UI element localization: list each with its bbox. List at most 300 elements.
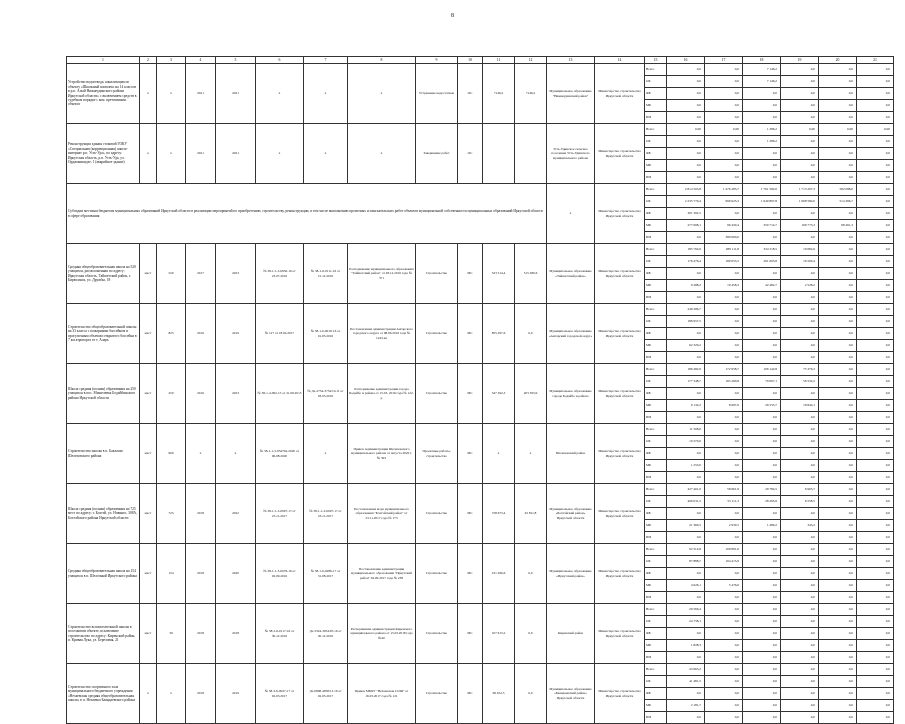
start-year-cell: 2017 [186,244,216,304]
source-label: ОБ [645,676,667,688]
source-label: ИИ [645,712,667,724]
column-number: 21 [857,57,894,64]
amount-cell: 0,0 [781,460,819,472]
amount-cell: 0,0 [705,292,743,304]
amount-cell: 0,0 [857,400,894,412]
source-label: ОБ [645,496,667,508]
municipality-cell: Муниципальное образование «Ангарский городской округ» [547,304,595,364]
source-label: Всего [645,544,667,556]
amount-cell: 0,0 [857,448,894,460]
column-number: 13 [547,57,595,64]
approval-cell: № 38-1-6-0019-16 от 01.03.2016 [304,304,348,364]
amount-cell: 0,0 [857,664,894,676]
amount-cell: 0,0 [743,268,781,280]
amount-cell: 172 958,7 [705,364,743,376]
expertise-cell: № 38-1-1-3-0650-16 от 23.07.2016 [256,244,304,304]
amount-cell: 0,0 [819,448,857,460]
responsible-cell: Министерство строительства Иркутской области [595,544,645,604]
amount-cell: 0,0 [857,592,894,604]
cost-cell: 231 266,6 [483,544,515,604]
approval-cell: № 38-1-6-0111-16 от 15.12.2016 [304,244,348,304]
amount-cell: 0,0 [667,112,705,124]
work-type-cell: Строительство [416,664,458,724]
source-label: МБ [645,220,667,232]
amount-cell: 0,0 [781,148,819,160]
amount-cell: 0,0 [857,316,894,328]
amount-cell: 0,0 [857,364,894,376]
amount-cell: 0,0 [857,88,894,100]
amount-cell: 0,0 [819,340,857,352]
amount-cell: 68 491,3 [819,220,857,232]
end-year-cell: x [216,424,256,484]
start-year-cell: 2018 [186,604,216,664]
table-row [67,484,894,496]
amount-cell: 0,0 [819,292,857,304]
source-label: Всего [645,64,667,76]
amount-cell: 28 295,9 [743,496,781,508]
cost-cell: 728 673,4 [483,484,515,544]
source-label: ИИ [645,472,667,484]
amount-cell: 185 764,6 [667,244,705,256]
responsible-cell: Министерство строительства Иркутской области [595,244,645,304]
amount-cell: 0,0 [819,496,857,508]
amount-cell: 0,0 [857,484,894,496]
start-year-cell: 2021 [186,124,216,184]
source-label: ФБ [645,88,667,100]
amount-cell: 0,0 [781,232,819,244]
amount-cell: 0,0 [705,100,743,112]
amount-cell: 0,0 [743,208,781,220]
start-year-cell: 2018 [186,664,216,724]
amount-cell: 0,0 [743,112,781,124]
amount-cell: 0,0 [819,592,857,604]
amount-cell: 0,0 [705,568,743,580]
start-year-cell: 2018 [186,484,216,544]
amount-cell: 0,0 [781,616,819,628]
amount-cell: 345,2 [781,520,819,532]
start-year-cell: 2016 [186,364,216,424]
amount-cell: 0,0 [705,268,743,280]
approval-cell: № Дз-2734-3754/10.11 от 03.03.2016 [304,364,348,424]
decision-cell: Приказ Администрации Шелеховского муниципального района от августа 2020 г. № 303 [348,424,416,484]
amount-cell: 0,0 [705,616,743,628]
amount-cell: 0,0 [781,76,819,88]
amount-cell: 0,0 [857,64,894,76]
capacity-cell: x [157,124,186,184]
source-label: ОБ [645,76,667,88]
amount-cell: 0,0 [781,412,819,424]
amount-cell: 186 482,9 [667,364,705,376]
amount-cell: 0,0 [667,688,705,700]
amount-cell: 0,0 [781,328,819,340]
amount-cell: 0,0 [743,568,781,580]
amount-cell: 0,0 [819,364,857,376]
amount-cell: 0,0 [743,556,781,568]
amount-cell: 0,0 [667,232,705,244]
amount-cell: 0,0 [705,160,743,172]
responsible-cell: Министерство строительства Иркутской области [595,484,645,544]
amount-cell: 0,0 [857,76,894,88]
ownership-cell: ОС [458,64,483,124]
column-number: 5 [216,57,256,64]
source-label: МБ [645,280,667,292]
amount-cell: 8 697,9 [705,400,743,412]
amount-cell: 0,0 [819,472,857,484]
source-label: МБ [645,160,667,172]
amount-cell: 0,0 [743,316,781,328]
page-number: 8 [451,13,454,19]
amount-cell: 6 558,5 [781,496,819,508]
source-label: ИИ [645,112,667,124]
work-type-cell: Строительство [416,484,458,544]
unit-cell: x [140,664,157,724]
amount-cell: 0,0 [819,676,857,688]
amount-cell: 0,0 [857,568,894,580]
column-number: 11 [483,57,515,64]
capacity-cell: 900 [157,424,186,484]
work-type-cell: Проектные работы, строительство [416,424,458,484]
amount-cell: 0,0 [819,76,857,88]
source-label: МБ [645,580,667,592]
amount-cell: 0,0 [705,436,743,448]
amount-cell: 0,0 [705,304,743,316]
amount-cell: 0,0 [743,304,781,316]
amount-cell: 0,0 [743,88,781,100]
amount-cell: 42 482,7 [743,280,781,292]
amount-cell: 0,0 [743,664,781,676]
source-label: ФБ [645,688,667,700]
amount-cell: 0,0 [667,448,705,460]
municipality-cell: Муниципальное образование «Бохтэйский район» Иркутской области [547,484,595,544]
amount-cell: 0,0 [819,304,857,316]
amount-cell: 301 302,5 [667,208,705,220]
municipality-cell: Муниципальное образование "Нижнеудинский район" [547,64,595,124]
cost-cell: 7146,2 [483,64,515,124]
amount-cell: 0,0 [743,328,781,340]
column-number: 4 [186,57,216,64]
amount-cell: 514 366,7 [819,196,857,208]
amount-cell: 0,0 [819,604,857,616]
amount-cell: 0,0 [857,100,894,112]
amount-cell: 0,0 [819,688,857,700]
amount-cell: 0,0 [705,424,743,436]
amount-cell: 0,0 [705,532,743,544]
amount-cell: 0,0 [819,712,857,724]
source-label: МБ [645,640,667,652]
amount-cell: 87 888,7 [667,556,705,568]
column-number: 16 [667,57,705,64]
approval-cell: № 38-1-1-2-0097-17 от 23.11.2017 [304,484,348,544]
amount-cell: 406 031,5 [667,496,705,508]
amount-cell: 106 142,8 [743,364,781,376]
responsible-cell: Министерство строительства Иркутской области [595,64,645,124]
capacity-cell: 250 [157,364,186,424]
amount-cell: 0,0 [819,412,857,424]
column-number: 10 [458,57,483,64]
amount-cell: 26 535,7 [743,400,781,412]
amount-cell: 18 844,1 [781,400,819,412]
amount-cell: 0,0 [857,700,894,712]
object-description: Строительство школы в п. Баклаши Шелеховского района [67,424,140,484]
amount-cell: 0,0 [743,100,781,112]
source-label: ФБ [645,628,667,640]
table-row [67,604,894,616]
amount-cell: 0,0 [781,556,819,568]
amount-cell: 5 476,6 [705,580,743,592]
amount-cell: 0,0 [705,472,743,484]
table-row [67,424,894,436]
amount-cell: 0,0 [781,472,819,484]
amount-cell: 19 682,6 [781,244,819,256]
expertise-cell: № 127 от 18.04.2017 [256,304,304,364]
amount-cell: 0,0 [819,436,857,448]
object-description: Строительство общеобразовательной школы на 33 класса с пожарными бассейном и прогулочным объемом открытого бассейна в 7 км аэропорта от т. Аларь [67,304,140,364]
amount-cell: 11 508,0 [667,424,705,436]
amount-cell: 0,0 [705,652,743,664]
amount-cell: 277 668,1 [667,220,705,232]
amount-cell: 0,0 [781,700,819,712]
amount-cell: 0,0 [857,640,894,652]
amount-cell: 0,0 [857,328,894,340]
amount-cell: 0,0 [857,520,894,532]
end-year-cell: 2020 [216,544,256,604]
expertise-cell: x [256,124,304,184]
amount-cell: 380 600,0 [705,232,743,244]
amount-cell: 0,0 [667,388,705,400]
responsible-cell: Министерство строительства Иркутской области [595,424,645,484]
amount-cell: 1 713 207,3 [781,184,819,196]
amount-cell: 0,0 [781,268,819,280]
remaining-cost-cell: 0,0 [515,664,547,724]
amount-cell: 0,0 [743,544,781,556]
end-year-cell: 2021 [216,124,256,184]
amount-cell: 0,0 [705,592,743,604]
amount-cell: 0,0 [819,664,857,676]
amount-cell: 0,0 [743,292,781,304]
amount-cell: 0,0 [667,712,705,724]
amount-cell: 177 348,7 [667,376,705,388]
capacity-cell: x [157,664,186,724]
source-label: ОБ [645,556,667,568]
amount-cell: 0,0 [857,388,894,400]
amount-cell: 0,0 [743,532,781,544]
amount-cell: 0,0 [781,388,819,400]
decision-cell: x [348,124,416,184]
amount-cell: 0,0 [667,508,705,520]
amount-cell: 0,0 [705,412,743,424]
amount-cell: 0,0 [819,628,857,640]
table-row [67,184,894,196]
amount-cell: 0,0 [781,160,819,172]
decision-cell: x [348,64,416,124]
amount-cell: 43 663,2 [667,664,705,676]
amount-cell: 0,0 [781,352,819,364]
amount-cell: 0,0 [781,340,819,352]
amount-cell: 0,0 [857,652,894,664]
expertise-cell: № 38-3-6-0027-17 от 02.03.2017 [256,664,304,724]
amount-cell: 0,0 [857,232,894,244]
unit-cell: мест [140,304,157,364]
amount-cell: 0,0 [819,160,857,172]
expertise-cell: № 38-3-6-0117-16 от 30.12.2016 [256,604,304,664]
amount-cell: 0,0 [705,208,743,220]
start-year-cell: x [186,424,216,484]
amount-cell: 0,0 [857,616,894,628]
amount-cell: 10 458,3 [705,280,743,292]
amount-cell: 0,0 [705,604,743,616]
amount-cell: 0,0 [743,688,781,700]
amount-cell: 0,0 [781,652,819,664]
unit-cell: x [140,124,157,184]
amount-cell: 0,0 [857,184,894,196]
end-year-cell: 2018 [216,604,256,664]
work-type-cell: Строительство [416,544,458,604]
source-label: ОБ [645,616,667,628]
source-label: МБ [645,460,667,472]
source-label: ФБ [645,448,667,460]
unit-cell: мест [140,364,157,424]
amount-cell: 0,0 [743,628,781,640]
remaining-cost-cell: 515 280,6 [515,244,547,304]
amount-cell: 0,0 [781,112,819,124]
amount-cell: 0,0 [781,544,819,556]
amount-cell: 0,0 [743,652,781,664]
amount-cell: 0,0 [667,292,705,304]
amount-cell: 0,0 [781,316,819,328]
amount-cell: 0,0 [743,436,781,448]
amount-cell: 0,0 [705,388,743,400]
object-description: Устройство водоотвода, канализации по объекту «Школьный комплекс на 14 классов в р.п. Алый Нижнеудинского района Иркутской области» с включением средств в судебном порядке с ком. претензиями. объекта [67,64,140,124]
amount-cell: 0,0 [857,556,894,568]
start-year-cell: 2018 [186,544,216,604]
expertise-cell: x [256,64,304,124]
amount-cell: 0,0 [819,532,857,544]
amount-cell: 0,0 [857,628,894,640]
amount-cell: 0,0 [743,160,781,172]
capacity-cell: x [157,64,186,124]
amount-cell: 0,0 [819,316,857,328]
decision-cell: Распоряжение администрации города Бодайбо и района от 15.03. 2016 года № 122-р [348,364,416,424]
amount-cell: 0,0 [667,628,705,640]
amount-cell: 7 146,2 [743,64,781,76]
amount-cell: 0,0 [857,688,894,700]
remaining-cost-cell [515,124,547,184]
amount-cell: 9 134,2 [667,400,705,412]
remaining-cost-cell: 0,0 [515,304,547,364]
approval-cell: Дз-0808-4958/12.16 от 02.03.2017 [304,664,348,724]
amount-cell: 0,0 [857,352,894,364]
amount-cell: 0,0 [819,652,857,664]
amount-cell: 0,0 [705,112,743,124]
amount-cell: 0,0 [705,316,743,328]
amount-cell: 0,0 [705,76,743,88]
amount-cell: 2 814 503,8 [667,184,705,196]
table-row [67,244,894,256]
amount-cell: 0,0 [705,148,743,160]
ownership-cell: МС [458,484,483,544]
amount-cell: 0,0 [819,100,857,112]
source-label: ФБ [645,508,667,520]
source-label: Всего [645,184,667,196]
amount-cell: 0,0 [857,148,894,160]
amount-cell: 7 146,2 [743,76,781,88]
decision-cell: Распоряжение муниципального образования "Тайшетский район" от 28.12.2016 года № 371 [348,244,416,304]
amount-cell: 0,0 [781,568,819,580]
amount-cell: 289 111,8 [705,244,743,256]
amount-cell: 0,0 [743,232,781,244]
amount-cell: 0,00 [857,124,894,136]
amount-cell: 0,0 [743,592,781,604]
amount-cell: 1 286,2 [743,124,781,136]
amount-cell: 291 603,8 [743,256,781,268]
cost-cell: 69 452,5 [483,664,515,724]
amount-cell: 58 661,9 [705,484,743,496]
amount-cell: 0,0 [667,532,705,544]
amount-cell: 0,0 [781,292,819,304]
remaining-cost-cell: 203 393,9 [515,364,547,424]
responsible-cell: Министерство строительства Иркутской области [595,304,645,364]
municipality-cell: Муниципальное образование «Баяндаевский район» Иркутской области [547,664,595,724]
source-label: МБ [645,340,667,352]
source-label: ИИ [645,652,667,664]
amount-cell: 0,0 [857,580,894,592]
responsible-cell: Министерство строительства Иркутской области [595,604,645,664]
amount-cell: 180 653,5 [705,256,743,268]
amount-cell: 0,0 [857,712,894,724]
ownership-cell: МС [458,604,483,664]
amount-cell: 0,0 [819,352,857,364]
object-description: Школа средняя (полная) образования на 725 мест по адресу: г. Бохтэй, ул. Новинго, 308А, Бохтэйского района Иркутской области [67,484,140,544]
amount-cell: 0,0 [819,520,857,532]
amount-cell: 0,0 [705,352,743,364]
cost-cell: 855 297,6 [483,304,515,364]
amount-cell: 0,0 [743,676,781,688]
amount-cell: 0,0 [857,532,894,544]
amount-cell: 0,0 [781,532,819,544]
amount-cell: 0,0 [857,472,894,484]
amount-cell: 96 430,4 [705,220,743,232]
source-label: ФБ [645,388,667,400]
amount-cell: 169 773,3 [781,220,819,232]
amount-cell: 0,0 [819,172,857,184]
work-type-cell: Устранение недостатков [416,64,458,124]
amount-cell: 0,0 [819,388,857,400]
amount-cell: 0,0 [743,388,781,400]
amount-cell: 4 626,1 [667,580,705,592]
amount-cell: 0,0 [705,460,743,472]
amount-cell: 0,0 [667,100,705,112]
amount-cell: 75 376,3 [781,364,819,376]
amount-cell: 165 260,8 [705,376,743,388]
amount-cell: 0,0 [819,424,857,436]
amount-cell: 0,0 [819,64,857,76]
end-year-cell: 2019 [216,304,256,364]
amount-cell: 0,0 [819,544,857,556]
column-number: 3 [157,57,186,64]
remaining-cost-cell: 7146,2 [515,64,547,124]
amount-cell: 0,0 [705,712,743,724]
amount-cell: 0,0 [705,340,743,352]
capacity-cell: 520 [157,244,186,304]
amount-cell: 0,0 [743,172,781,184]
source-label: ФБ [645,568,667,580]
amount-cell: 2 930,5 [705,520,743,532]
source-label: Всего [645,364,667,376]
object-description: Строительство спортивного зала муниципального бюджетного учреждения «Нехаевская средняя общеобразовательная школа» в п. Нехаевка Баяндаевского района [67,664,140,724]
table-row [67,64,894,76]
amount-cell: 0,0 [819,136,857,148]
approval-cell: № 38-1-6-0286-17 от 31.08.2017 [304,544,348,604]
